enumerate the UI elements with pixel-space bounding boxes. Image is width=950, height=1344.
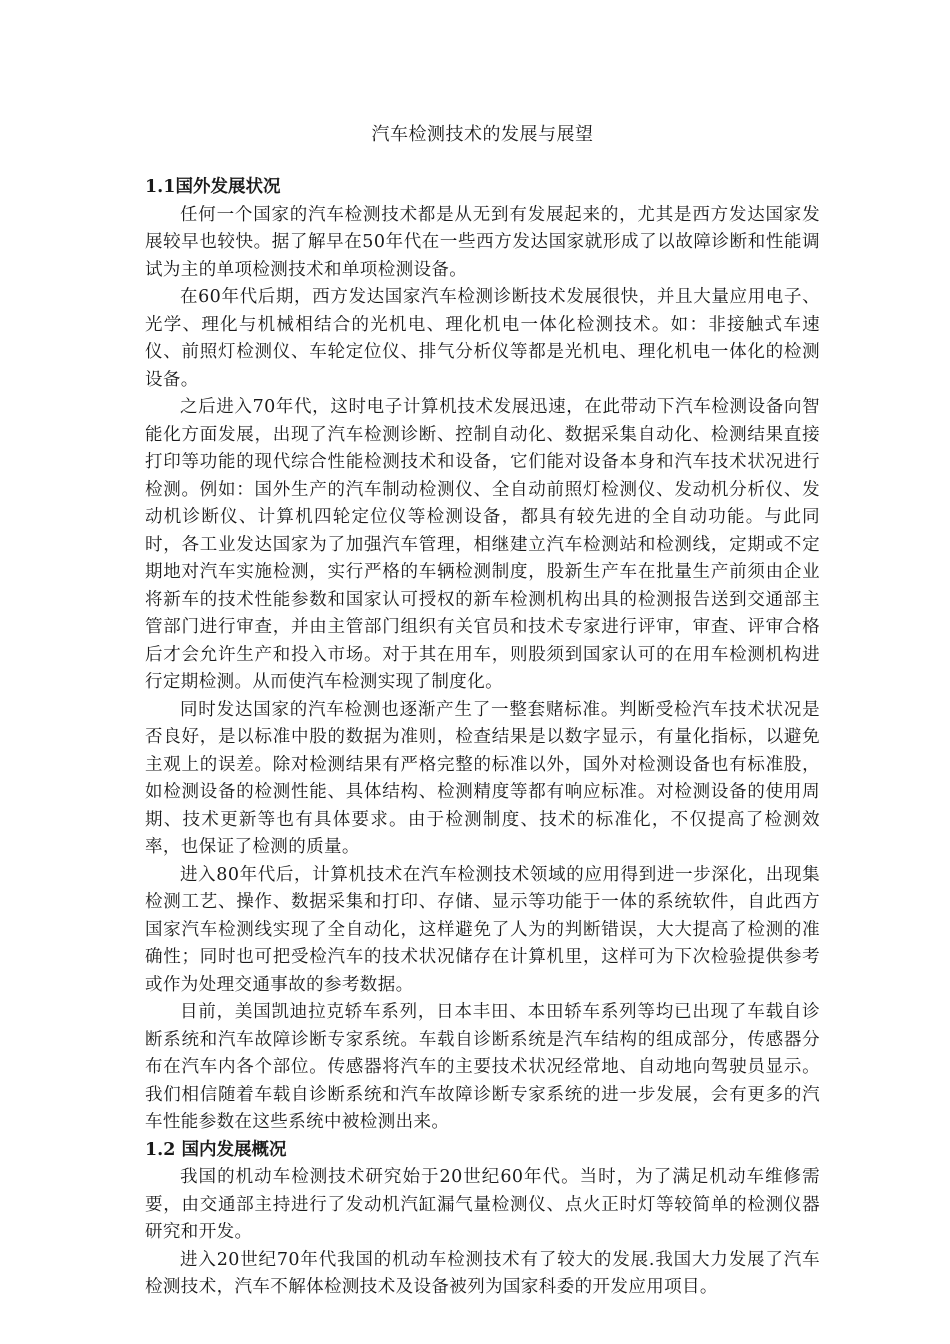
paragraph: 目前，美国凯迪拉克轿车系列，日本丰田、本田轿车系列等均已出现了车载自诊断系统和汽车故障诊断专家系统。车载自诊断系统是汽车结构的组成部分，传感器分布在汽车内各个部位。传感器将汽车的主要技术状况经常地、自动地向驾驶员显示。我们相信随着车载自诊断系统和汽车故障诊断专家系统的进一步发展，会有更多的汽车性能参数在这些系统中被检测出来。 [145,1002,820,1132]
section-foreign-development [145,174,820,1137]
paragraph: 同时发达国家的汽车检测也逐渐产生了一整套赌标准。判断受检汽车技术状况是否良好，是以标准中股的数据为准则，检查结果是以数字显示，有量化指标，以避免主观上的误差。除对检测结果有严格完整的标准以外，国外对检测设备也有标准股，如检测设备的检测性能、具体结构、检测精度等都有响应标准。对检测设备的使用周期、技术更新等也有具体要求。由于检测制度、技术的标准化，不仅提高了检测效率，也保证了检测的质量。 [145,699,820,857]
document-page [145,120,820,1302]
paragraph: 我国的机动车检测技术研究始于20世纪60年代。当时，为了满足机动车维修需要，由交通部主持进行了发动机汽缸漏气量检测仪、点火正时灯等较简单的检测仪器研究和开发。 [145,1167,820,1242]
section-domestic-development [145,1137,820,1302]
paragraph: 任何一个国家的汽车检测技术都是从无到有发展起来的，尤其是西方发达国家发展较早也较快。据了解早在50年代在一些西方发达国家就形成了以故障诊断和性能调试为主的单项检测技术和单项检测设备。 [145,204,820,280]
paragraph: 之后进入70年代，这时电子计算机技术发展迅速，在此带动下汽车检测设备向智能化方面发展，出现了汽车检测诊断、控制自动化、数据采集自动化、检测结果直接打印等功能的现代综合性能检测技术和设备，它们能对设备本身和汽车技术状况进行检测。例如：国外生产的汽车制动检测仪、全自动前照灯检测仪、发动机分析仪、发动机诊断仪、计算机四轮定位仪等检测设备，都具有较先进的全自动功能。与此同时，各工业发达国家为了加强汽车管理，相继建立汽车检测站和检测线，定期或不定期地对汽车实施检测，实行严格的车辆检测制度，股新生产车在批量生产前须由企业将新车的技术性能参数和国家认可授权的新车检测机构出具的检测报告送到交通部主管部门进行审查，并由主管部门组织有关官员和技术专家进行评审，审查、评审合格后才会允许生产和投入市场。对于其在用车，则股须到国家认可的在用车检测机构进行定期检测。从而使汽车检测实现了制度化。 [145,397,820,692]
paragraph: 进入20世纪70年代我国的机动车检测技术有了较大的发展.我国大力发展了汽车检测技术，汽车不解体检测技术及设备被列为国家科委的开发应用项目。 [145,1249,820,1297]
section-heading: 1.1国外发展状况 [145,177,281,197]
paragraph: 在60年代后期，西方发达国家汽车检测诊断技术发展很快，并且大量应用电子、光学、理化与机械相结合的光机电、理化机电一体化检测技术。如：非接触式车速仪、前照灯检测仪、车轮定位仪、排气分析仪等都是光机电、理化机电一体化的检测设备。 [145,287,820,390]
section-heading: 1.2 国内发展概况 [145,1139,287,1160]
paragraph: 进入80年代后，计算机技术在汽车检测技术领域的应用得到进一步深化，出现集检测工艺、操作、数据采集和打印、存储、显示等功能于一体的系统软件，自此西方国家汽车检测线实现了全自动化，这样避免了人为的判断错误，大大提高了检测的准确性；同时也可把受检汽车的技术状况储存在计算机里，这样可为下次检验提供参考或作为处理交通事故的参考数据。 [145,864,820,995]
document-title: 汽车检测技术的发展与展望 [371,124,594,145]
